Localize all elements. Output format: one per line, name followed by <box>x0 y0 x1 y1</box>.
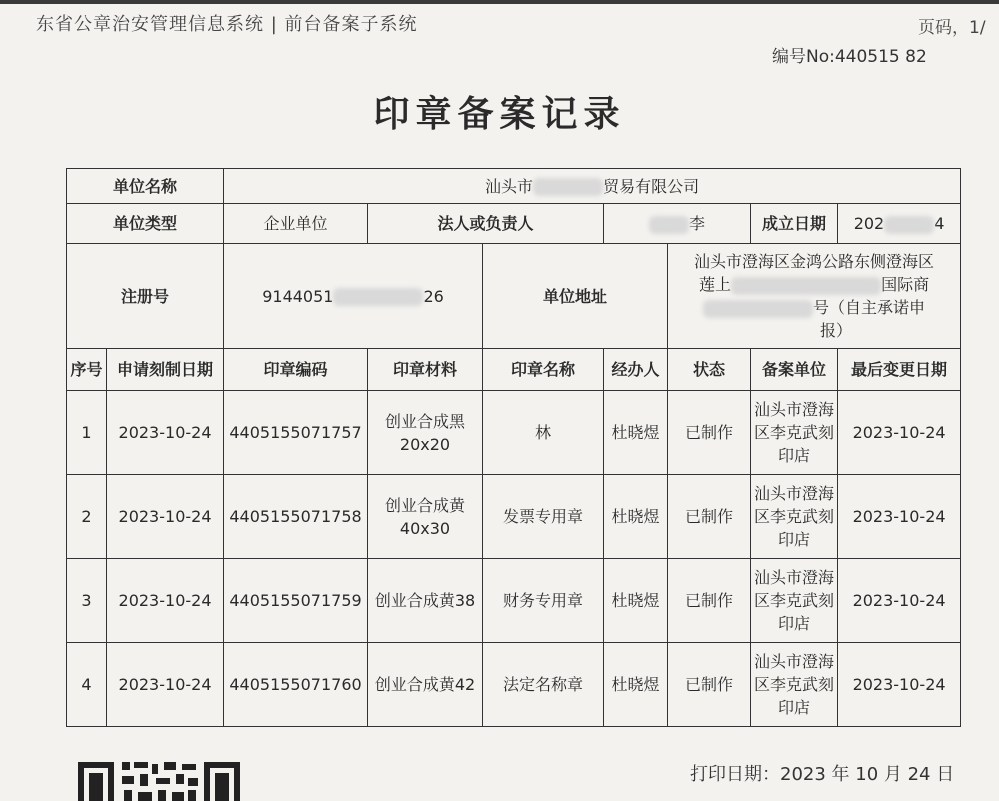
established-value: 202 4 <box>838 204 961 244</box>
registration-row <box>67 244 961 349</box>
col-header: 状态 <box>668 349 751 391</box>
reg-no-label: 注册号 <box>67 244 224 349</box>
status: 已制作 <box>668 391 751 475</box>
established-label: 成立日期 <box>751 204 838 244</box>
seal-name: 法定名称章 <box>483 643 604 727</box>
status: 已制作 <box>668 475 751 559</box>
redaction <box>533 178 603 196</box>
col-header: 序号 <box>67 349 107 391</box>
col-header: 印章名称 <box>483 349 604 391</box>
unit-name-label: 单位名称 <box>67 169 224 204</box>
table-row: 3 2023-10-24 4405155071759 创业合成黄38 财务专用章 杜晓煜 已制作 汕头市澄海区李克武刻印店 2023-10-24 <box>67 559 961 643</box>
col-header: 印章编码 <box>224 349 368 391</box>
redaction <box>703 300 813 318</box>
col-header: 印章材料 <box>368 349 483 391</box>
qr-code-icon <box>78 760 240 801</box>
reg-no-value: 9144051 26 <box>224 244 483 349</box>
handler: 杜晓煜 <box>604 643 668 727</box>
seal-code: 4405155071760 <box>224 643 368 727</box>
unit-type-label: 单位类型 <box>67 204 224 244</box>
unit-type-value: 企业单位 <box>224 204 368 244</box>
address-label: 单位地址 <box>483 244 668 349</box>
handler: 杜晓煜 <box>604 475 668 559</box>
table-row: 2 2023-10-24 4405155071758 创业合成黄40x30 发票专用章 杜晓煜 已制作 汕头市澄海区李克武刻印店 2023-10-24 <box>67 475 961 559</box>
print-date: 打印日期：2023 年 10 月 24 日 <box>690 764 955 785</box>
status: 已制作 <box>668 643 751 727</box>
top-border <box>0 0 999 4</box>
col-header: 最后变更日期 <box>838 349 961 391</box>
seal-name: 林 <box>483 391 604 475</box>
unit-name-value: 汕头市 贸易有限公司 <box>224 169 961 204</box>
page-title: 印章备案记录 <box>373 94 626 135</box>
handler: 杜晓煜 <box>604 559 668 643</box>
redaction <box>731 277 881 295</box>
seal-name: 发票专用章 <box>483 475 604 559</box>
seal-code: 4405155071758 <box>224 475 368 559</box>
system-name: 东省公章治安管理信息系统 | 前台备案子系统 <box>36 14 418 35</box>
document-number: 编号No:440515 82 <box>772 47 927 67</box>
address-value: 汕头市澄海区金鸿公路东侧澄海区 莲上 国际商 号（自主承诺申 报） <box>668 244 961 349</box>
redaction <box>333 288 423 306</box>
seal-name: 财务专用章 <box>483 559 604 643</box>
page-number: 页码，1/ <box>918 18 986 38</box>
table-row: 4 2023-10-24 4405155071760 创业合成黄42 法定名称章 杜晓煜 已制作 汕头市澄海区李克武刻印店 2023-10-24 <box>67 643 961 727</box>
col-header: 申请刻制日期 <box>107 349 224 391</box>
legal-person-value: 李 <box>604 204 751 244</box>
column-header-row <box>67 349 961 391</box>
status: 已制作 <box>668 559 751 643</box>
seal-code: 4405155071757 <box>224 391 368 475</box>
seal-code: 4405155071759 <box>224 559 368 643</box>
seal-record-table <box>66 168 961 727</box>
unit-type-row <box>67 204 961 244</box>
redaction <box>649 216 689 234</box>
unit-name-row <box>67 169 961 204</box>
handler: 杜晓煜 <box>604 391 668 475</box>
legal-person-label: 法人或负责人 <box>368 204 604 244</box>
col-header: 备案单位 <box>751 349 838 391</box>
redaction <box>884 216 934 234</box>
table-row: 1 2023-10-24 4405155071757 创业合成黑20x20 林 杜晓煜 已制作 汕头市澄海区李克武刻印店 2023-10-24 <box>67 391 961 475</box>
col-header: 经办人 <box>604 349 668 391</box>
